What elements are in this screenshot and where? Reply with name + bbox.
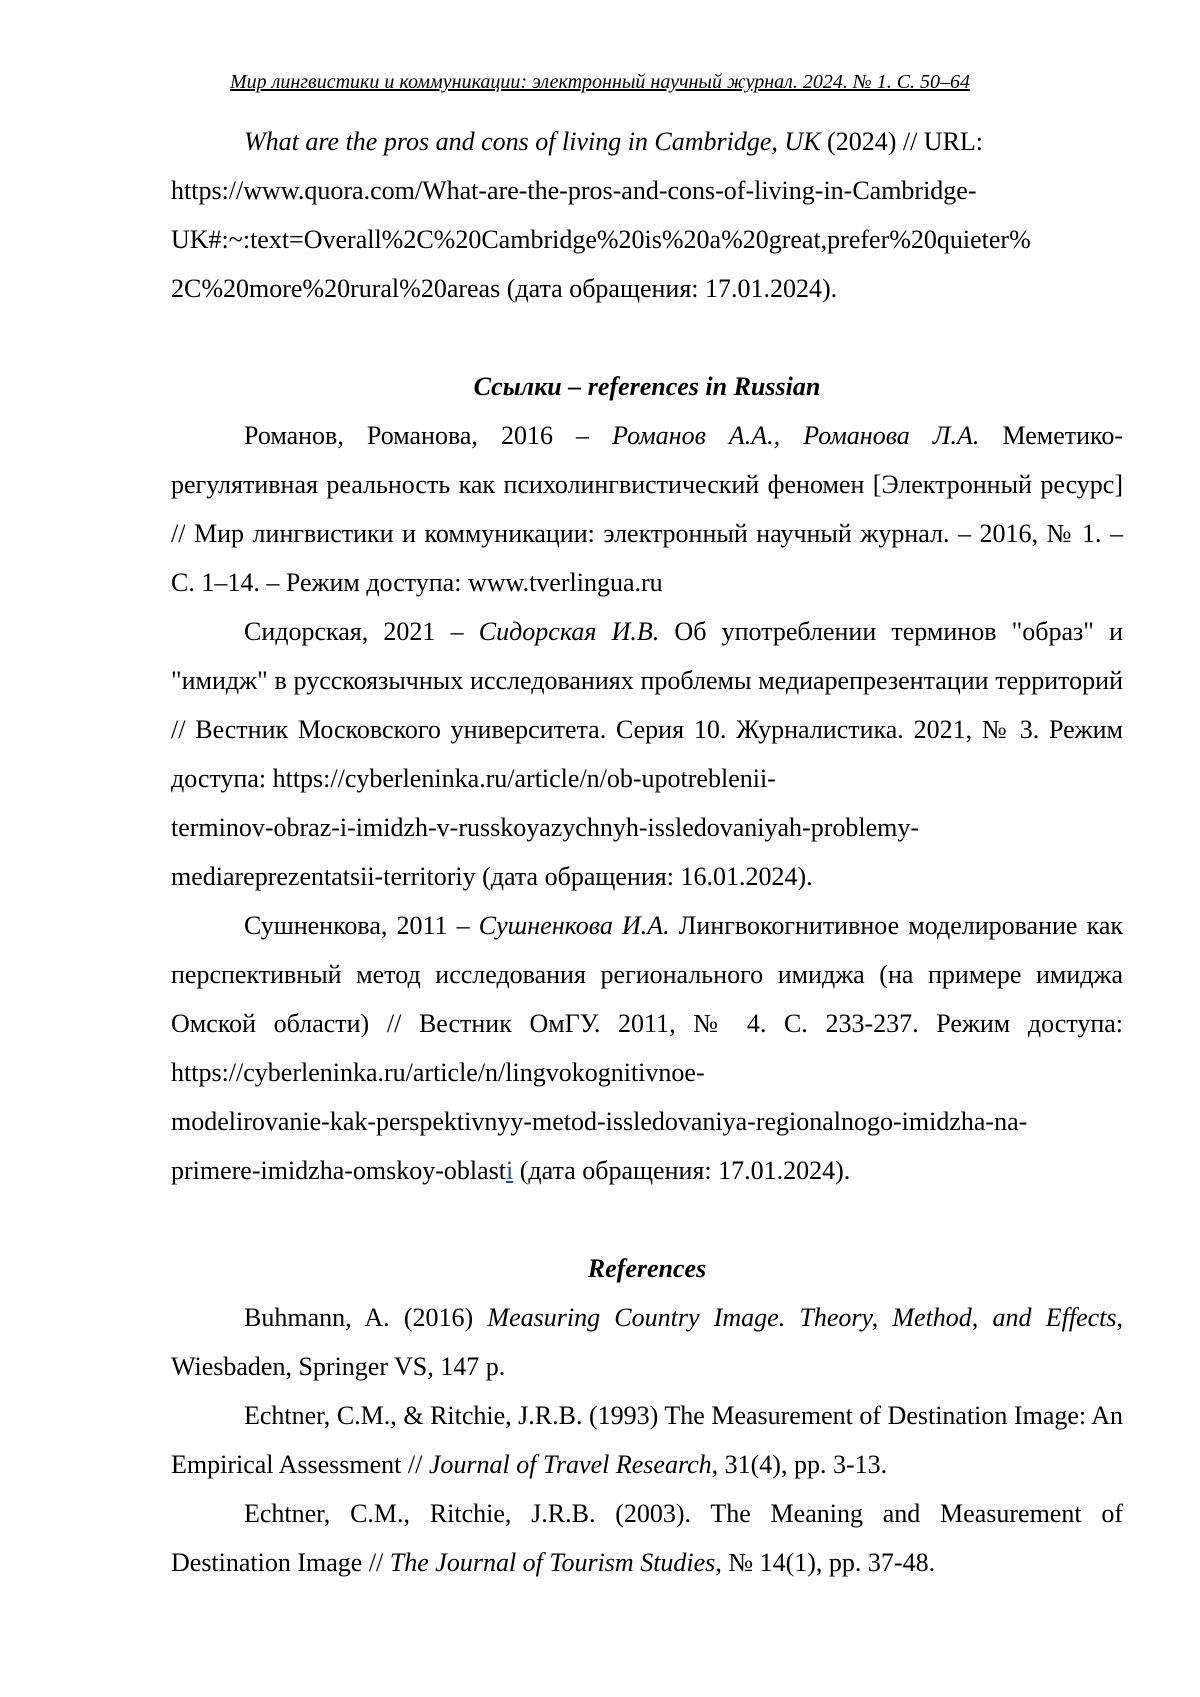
entry-body: Лингвокогнитивное моделирование как перспективный метод исследования регионального имиджа (на примере имиджа Омской области) // Вестник ОмГУ. 2011, № 4. С. 233-237. Режим доступа: https://cyberleninka.ru/article/n/lingvokognitivnoe-: [171, 911, 1123, 1087]
entry-lead: Buhmann, A. (2016): [244, 1303, 488, 1332]
entry-lead: Романов, Романова, 2016 –: [244, 421, 613, 450]
entry-year-url-label: (2024) // URL:: [820, 127, 984, 156]
section-heading-russian: Ссылки – references in Russian: [473, 372, 821, 401]
entry-url-text[interactable]: primere-imidzha-omskoy-oblast: [171, 1156, 507, 1185]
reference-entry-buhmann: [171, 1293, 1123, 1391]
reference-entry-quora: [171, 117, 1123, 166]
entry-lead: Сушненкова, 2011 –: [244, 911, 479, 940]
entry-authors: Романов А.А., Романова Л.А.: [612, 421, 980, 450]
reference-entry-sidorskaya: [171, 607, 1123, 803]
entry-title: Measuring Country Image. Theory, Method, and Effects: [487, 1303, 1117, 1332]
reference-entry-sushnenkova: [171, 901, 1123, 1097]
entry-lead: Сидорская, 2021 –: [244, 617, 479, 646]
running-header: Мир лингвистики и коммуникации: электронный научный журнал. 2024. № 1. С. 50–64: [229, 71, 971, 93]
entry-body: , Wiesbaden, Springer VS, 147 p.: [171, 1303, 1123, 1381]
entry-lead: Echtner, C.M., & Ritchie, J.R.B. (1993) The Measurement of Destination Image: An Empirical Assessment //: [171, 1401, 1123, 1479]
entry-url-line[interactable]: mediareprezentatsii-territoriy (дата обращения: 16.01.2024).: [171, 862, 813, 891]
entry-url-line[interactable]: UK#:~:text=Overall%2C%20Cambridge%20is%20a%20great,prefer%20quieter%: [171, 225, 1031, 254]
entry-url-line[interactable]: 2C%20more%20rural%20areas (дата обращения: 17.01.2024).: [171, 274, 838, 303]
entry-url-line[interactable]: [171, 1146, 1123, 1195]
hyperlink-fragment[interactable]: i: [506, 1156, 514, 1185]
entry-lead: Echtner, C.M., Ritchie, J.R.B. (2003). The Meaning and Measurement of Destination Image //: [171, 1499, 1123, 1577]
reference-entry-romanov: [171, 411, 1123, 607]
entry-authors: Сушненкова И.А.: [478, 911, 670, 940]
entry-url-line[interactable]: modelirovanie-kak-perspektivnyy-metod-issledovaniya-regionalnogo-imidzha-na-: [171, 1107, 1028, 1136]
reference-entry-echtner-1993: [171, 1391, 1123, 1489]
entry-body: Меметико-регулятивная реальность как психолингвистический феномен [Электронный ресурс] // Мир лингвистики и коммуникации: электронный научный журнал. – 2016, № 1. – С. 1–14. – Режим доступа: www.tverlingua.ru: [171, 421, 1123, 597]
section-spacer: [171, 313, 1123, 362]
entry-body: , 31(4), pp. 3-13.: [711, 1450, 888, 1479]
section-heading-references: References: [587, 1254, 707, 1283]
entry-body: Об употреблении терминов "образ" и "имидж" в русскоязычных исследованиях проблемы медиарепрезентации территорий // Вестник Московского университета. Серия 10. Журналистика. 2021, № 3. Режим доступа: https://cyberleninka.ru/article/n/ob-upotreblenii-: [171, 617, 1123, 793]
entry-journal: The Journal of Tourism Studies: [389, 1548, 716, 1577]
reference-entry-echtner-2003: [171, 1489, 1123, 1587]
entry-journal: Journal of Travel Research: [428, 1450, 712, 1479]
entry-authors: Сидорская И.В.: [478, 617, 660, 646]
entry-body: , № 14(1), pp. 37-48.: [715, 1548, 936, 1577]
entry-access-date: (дата обращения: 17.01.2024).: [513, 1156, 851, 1185]
page-content: [171, 117, 1123, 1587]
entry-title: What are the pros and cons of living in Cambridge, UK: [244, 127, 821, 156]
entry-url-line[interactable]: https://www.quora.com/What-are-the-pros-and-cons-of-living-in-Cambridge-: [171, 176, 977, 205]
section-spacer: [171, 1195, 1123, 1244]
entry-url-line[interactable]: terminov-obraz-i-imidzh-v-russkoyazychnyh-issledovaniyah-problemy-: [171, 813, 919, 842]
